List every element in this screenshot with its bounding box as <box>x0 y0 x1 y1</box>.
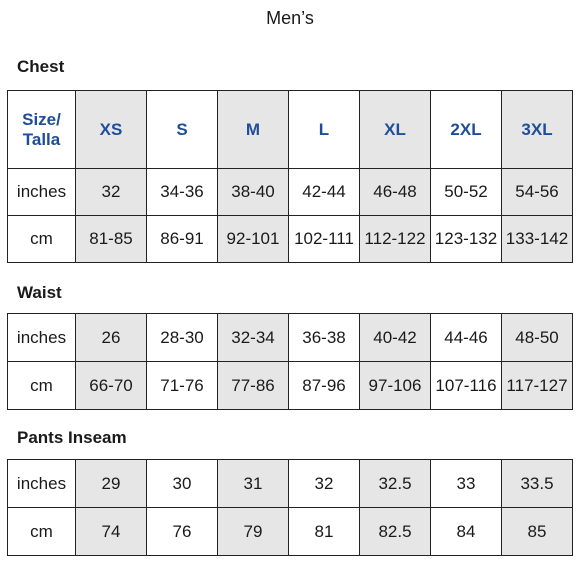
table-cell: 50-52 <box>431 169 502 216</box>
unit-label-cm: cm <box>8 362 76 410</box>
chest-size-table <box>7 90 573 263</box>
table-row <box>8 314 573 362</box>
table-row <box>8 362 573 410</box>
table-cell: 32 <box>76 169 147 216</box>
table-cell: 84 <box>431 508 502 556</box>
table-cell: 34-36 <box>147 169 218 216</box>
section-label-chest: Chest <box>17 57 65 76</box>
table-row <box>8 216 573 263</box>
table-cell: 117-127 <box>502 362 573 410</box>
table-cell: 40-42 <box>360 314 431 362</box>
table-cell: 32 <box>289 460 360 508</box>
size-header-3xl: 3XL <box>502 91 573 169</box>
table-cell: 97-106 <box>360 362 431 410</box>
size-header-m: M <box>218 91 289 169</box>
table-cell: 38-40 <box>218 169 289 216</box>
table-cell: 82.5 <box>360 508 431 556</box>
table-cell: 92-101 <box>218 216 289 263</box>
table-row <box>8 508 573 556</box>
size-header-row <box>8 91 573 169</box>
size-label-line1: Size/ <box>22 109 61 129</box>
size-header-xl: XL <box>360 91 431 169</box>
table-row <box>8 460 573 508</box>
table-cell: 86-91 <box>147 216 218 263</box>
table-cell: 102-111 <box>289 216 360 263</box>
table-cell: 32.5 <box>360 460 431 508</box>
page-title: Men’s <box>266 8 314 28</box>
table-cell: 107-116 <box>431 362 502 410</box>
size-header-l: L <box>289 91 360 169</box>
size-header-label <box>8 91 76 169</box>
unit-label-cm: cm <box>8 508 76 556</box>
table-cell: 36-38 <box>289 314 360 362</box>
table-cell: 123-132 <box>431 216 502 263</box>
table-cell: 29 <box>76 460 147 508</box>
table-cell: 77-86 <box>218 362 289 410</box>
size-header-s: S <box>147 91 218 169</box>
table-cell: 28-30 <box>147 314 218 362</box>
unit-label-cm: cm <box>8 216 76 263</box>
table-cell: 48-50 <box>502 314 573 362</box>
table-cell: 33.5 <box>502 460 573 508</box>
table-cell: 85 <box>502 508 573 556</box>
table-cell: 133-142 <box>502 216 573 263</box>
table-cell: 33 <box>431 460 502 508</box>
table-cell: 76 <box>147 508 218 556</box>
table-cell: 66-70 <box>76 362 147 410</box>
size-label-line2: Talla <box>22 129 61 149</box>
table-cell: 87-96 <box>289 362 360 410</box>
table-cell: 71-76 <box>147 362 218 410</box>
table-cell: 54-56 <box>502 169 573 216</box>
size-header-2xl: 2XL <box>431 91 502 169</box>
table-cell: 44-46 <box>431 314 502 362</box>
table-cell: 46-48 <box>360 169 431 216</box>
section-label-inseam: Pants Inseam <box>17 428 127 447</box>
unit-label-inches: inches <box>8 314 76 362</box>
table-cell: 26 <box>76 314 147 362</box>
unit-label-inches: inches <box>8 169 76 216</box>
table-cell: 32-34 <box>218 314 289 362</box>
table-cell: 112-122 <box>360 216 431 263</box>
table-cell: 42-44 <box>289 169 360 216</box>
table-cell: 30 <box>147 460 218 508</box>
table-cell: 79 <box>218 508 289 556</box>
unit-label-inches: inches <box>8 460 76 508</box>
table-cell: 31 <box>218 460 289 508</box>
table-cell: 81-85 <box>76 216 147 263</box>
section-label-waist: Waist <box>17 283 62 302</box>
waist-size-table <box>7 313 573 410</box>
size-header-xs: XS <box>76 91 147 169</box>
table-cell: 81 <box>289 508 360 556</box>
inseam-size-table <box>7 459 573 556</box>
table-row <box>8 169 573 216</box>
table-cell: 74 <box>76 508 147 556</box>
